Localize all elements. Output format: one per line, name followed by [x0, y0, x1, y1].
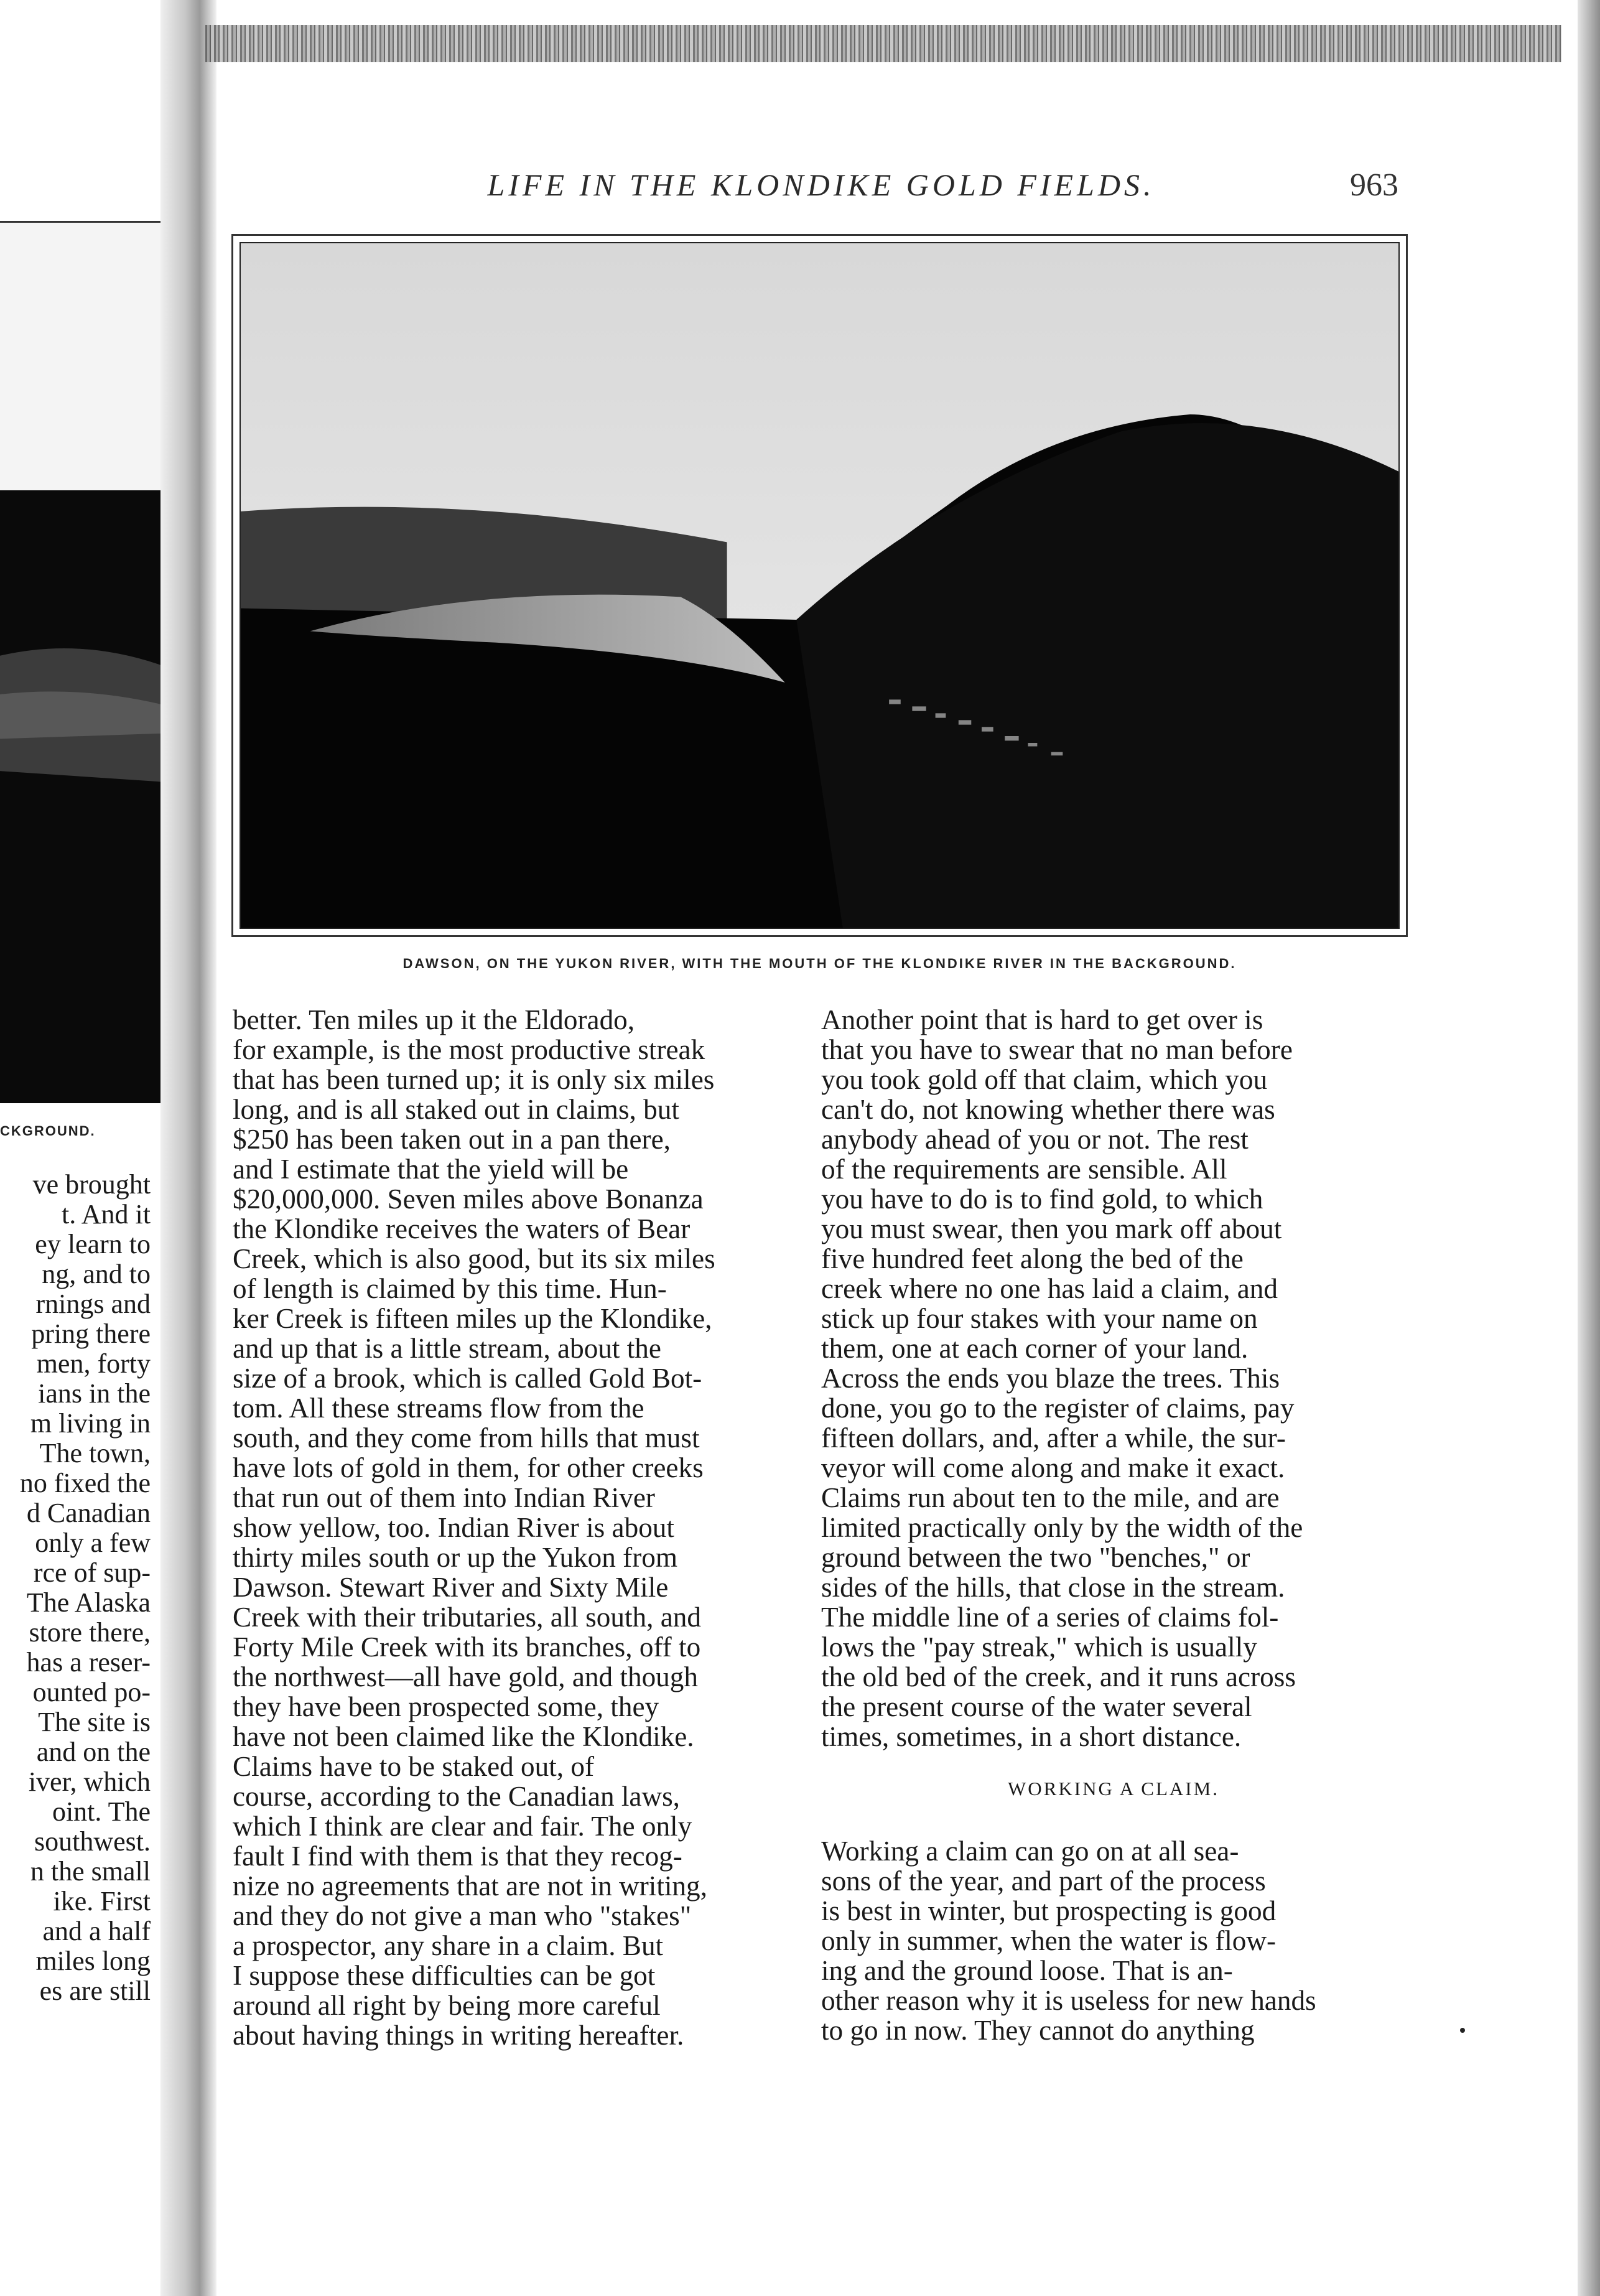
- text-line: and on the: [36, 1737, 151, 1767]
- text-line: have lots of gold in them, for other creeks: [233, 1452, 704, 1483]
- text-line: and they do not give a man who "stakes": [233, 1900, 692, 1931]
- text-line: ing and the ground loose. That is an-: [821, 1955, 1233, 1986]
- text-line: t. And it: [61, 1199, 151, 1230]
- ink-speck: [1460, 2028, 1465, 2033]
- text-line: ike. First: [53, 1886, 151, 1916]
- text-line: and a half: [42, 1916, 151, 1946]
- text-line: about having things in writing hereafter.: [233, 2020, 684, 2051]
- adjacent-page-photo: [0, 221, 174, 1101]
- text-column-right-top: [821, 1005, 1406, 1752]
- text-line: ians in the: [38, 1378, 151, 1409]
- text-line: that has been turned up; it is only six miles: [233, 1064, 715, 1095]
- text-line: the old bed of the creek, and it runs across: [821, 1661, 1296, 1692]
- text-line: ve brought: [32, 1169, 151, 1200]
- text-line: that you have to swear that no man before: [821, 1034, 1293, 1065]
- adjacent-caption-fragment: CKGROUND.: [0, 1123, 96, 1139]
- text-line: can't do, not knowing whether there was: [821, 1094, 1275, 1125]
- text-column-left: [233, 1005, 805, 2050]
- text-line: Across the ends you blaze the trees. This: [821, 1363, 1280, 1394]
- text-line: creek where no one has laid a claim, and: [821, 1273, 1278, 1304]
- text-line: other reason why it is useless for new hands: [821, 1985, 1316, 2016]
- text-line: you took gold off that claim, which you: [821, 1064, 1268, 1095]
- text-line: times, sometimes, in a short distance.: [821, 1721, 1242, 1752]
- text-line: south, and they come from hills that must: [233, 1422, 700, 1454]
- text-line: the northwest—all have gold, and though: [233, 1661, 698, 1692]
- text-line: m living in: [30, 1408, 151, 1439]
- text-line: and up that is a little stream, about the: [233, 1333, 661, 1364]
- text-line: store there,: [29, 1617, 151, 1648]
- adjacent-text-fragments: [0, 1170, 151, 2006]
- text-line: long, and is all staked out in claims, but: [233, 1094, 679, 1125]
- text-line: nize no agreements that are not in writing,: [233, 1870, 707, 1902]
- text-line: around all right by being more careful: [233, 1990, 661, 2021]
- text-line: size of a brook, which is called Gold Bot-: [233, 1363, 702, 1394]
- text-line: The site is: [38, 1707, 151, 1737]
- text-line: rnings and: [35, 1289, 151, 1319]
- text-line: course, according to the Canadian laws,: [233, 1781, 680, 1812]
- text-line: The middle line of a series of claims fol-: [821, 1602, 1279, 1633]
- text-line: them, one at each corner of your land.: [821, 1333, 1249, 1364]
- running-title: LIFE IN THE KLONDIKE GOLD FIELDS.: [487, 167, 1155, 202]
- text-line: show yellow, too. Indian River is about: [233, 1512, 674, 1543]
- text-line: you must swear, then you mark off about: [821, 1213, 1282, 1244]
- text-line: Creek, which is also good, but its six miles: [233, 1243, 715, 1274]
- text-line: Claims run about ten to the mile, and are: [821, 1482, 1280, 1513]
- text-line: es are still: [39, 1976, 151, 2006]
- photo-frame: [231, 234, 1408, 937]
- page-fold: [160, 0, 216, 2296]
- text-line: oint. The: [52, 1796, 151, 1827]
- text-line: only a few: [35, 1528, 151, 1558]
- text-line: they have been prospected some, they: [233, 1691, 659, 1722]
- text-line: thirty miles south or up the Yukon from: [233, 1542, 677, 1573]
- text-line: ey learn to: [35, 1229, 151, 1259]
- text-line: Working a claim can go on at all sea-: [821, 1836, 1239, 1867]
- text-line: limited practically only by the width of the: [821, 1512, 1303, 1543]
- text-line: $20,000,000. Seven miles above Bonanza: [233, 1183, 704, 1215]
- section-heading: WORKING A CLAIM.: [1008, 1778, 1219, 1799]
- text-line: only in summer, when the water is flow-: [821, 1925, 1277, 1956]
- text-line: that run out of them into Indian River: [233, 1482, 655, 1513]
- text-line: lows the "pay streak," which is usually: [821, 1631, 1257, 1663]
- text-line: Claims have to be staked out, of: [233, 1751, 595, 1782]
- text-line: The Alaska: [26, 1587, 151, 1618]
- text-line: $250 has been taken out in a pan there,: [233, 1124, 671, 1155]
- text-line: a prospector, any share in a claim. But: [233, 1930, 664, 1961]
- text-line: southwest.: [34, 1826, 151, 1857]
- text-line: Another point that is hard to get over is: [821, 1004, 1263, 1035]
- text-line: you have to do is to find gold, to which: [821, 1183, 1263, 1215]
- text-line: ker Creek is fifteen miles up the Klondike,: [233, 1303, 712, 1334]
- text-line: ng, and to: [42, 1259, 151, 1289]
- page-number: 963: [1350, 167, 1398, 203]
- page-edge: [1578, 0, 1600, 2296]
- text-line: tom. All these streams flow from the: [233, 1393, 644, 1424]
- text-line: pring there: [31, 1318, 151, 1349]
- text-line: d Canadian: [26, 1498, 151, 1528]
- text-line: men, forty: [36, 1348, 151, 1379]
- text-line: sides of the hills, that close in the stream.: [821, 1572, 1285, 1603]
- text-line: for example, is the most productive streak: [233, 1034, 705, 1065]
- photo-caption: DAWSON, ON THE YUKON RIVER, WITH THE MOUTH OF THE KLONDIKE RIVER IN THE BACKGROUND.: [402, 956, 1237, 971]
- text-line: fault I find with them is that they recog-: [233, 1841, 682, 1872]
- text-column-right-bottom: [821, 1836, 1406, 2045]
- text-line: better. Ten miles up it the Eldorado,: [233, 1004, 635, 1035]
- text-line: no fixed the: [19, 1468, 151, 1498]
- adjacent-landscape-image: [0, 223, 176, 1103]
- text-line: fifteen dollars, and, after a while, the sur-: [821, 1422, 1286, 1454]
- text-line: sons of the year, and part of the process: [821, 1865, 1266, 1897]
- text-line: miles long: [35, 1946, 151, 1976]
- text-line: done, you go to the register of claims, pay: [821, 1393, 1295, 1424]
- text-line: and I estimate that the yield will be: [233, 1154, 629, 1185]
- text-line: which I think are clear and fair. The only: [233, 1811, 692, 1842]
- text-line: stick up four stakes with your name on: [821, 1303, 1258, 1334]
- text-line: of the requirements are sensible. All: [821, 1154, 1227, 1185]
- text-line: has a reser-: [26, 1647, 151, 1678]
- text-line: rce of sup-: [33, 1557, 151, 1588]
- text-line: Creek with their tributaries, all south, and: [233, 1602, 701, 1633]
- scan-edge: [205, 25, 1561, 62]
- text-line: five hundred feet along the bed of the: [821, 1243, 1244, 1274]
- adjacent-page-fragment: [0, 0, 180, 2296]
- text-line: of length is claimed by this time. Hun-: [233, 1273, 667, 1304]
- text-line: the present course of the water several: [821, 1691, 1252, 1722]
- text-line: Dawson. Stewart River and Sixty Mile: [233, 1572, 669, 1603]
- text-line: is best in winter, but prospecting is good: [821, 1895, 1277, 1926]
- text-line: n the small: [30, 1856, 151, 1887]
- dawson-photo: [240, 242, 1400, 929]
- text-line: Forty Mile Creek with its branches, off to: [233, 1631, 701, 1663]
- text-column-right: [821, 1005, 1406, 2045]
- text-line: The town,: [39, 1438, 151, 1468]
- text-line: I suppose these difficulties can be got: [233, 1960, 656, 1991]
- text-line: to go in now. They cannot do anything: [821, 2015, 1255, 2046]
- text-line: ounted po-: [32, 1677, 151, 1707]
- text-line: the Klondike receives the waters of Bear: [233, 1213, 691, 1244]
- text-line: iver, which: [28, 1766, 151, 1797]
- text-line: ground between the two "benches," or: [821, 1542, 1250, 1573]
- text-line: veyor will come along and make it exact.: [821, 1452, 1285, 1483]
- text-line: anybody ahead of you or not. The rest: [821, 1124, 1249, 1155]
- text-line: have not been claimed like the Klondike.: [233, 1721, 694, 1752]
